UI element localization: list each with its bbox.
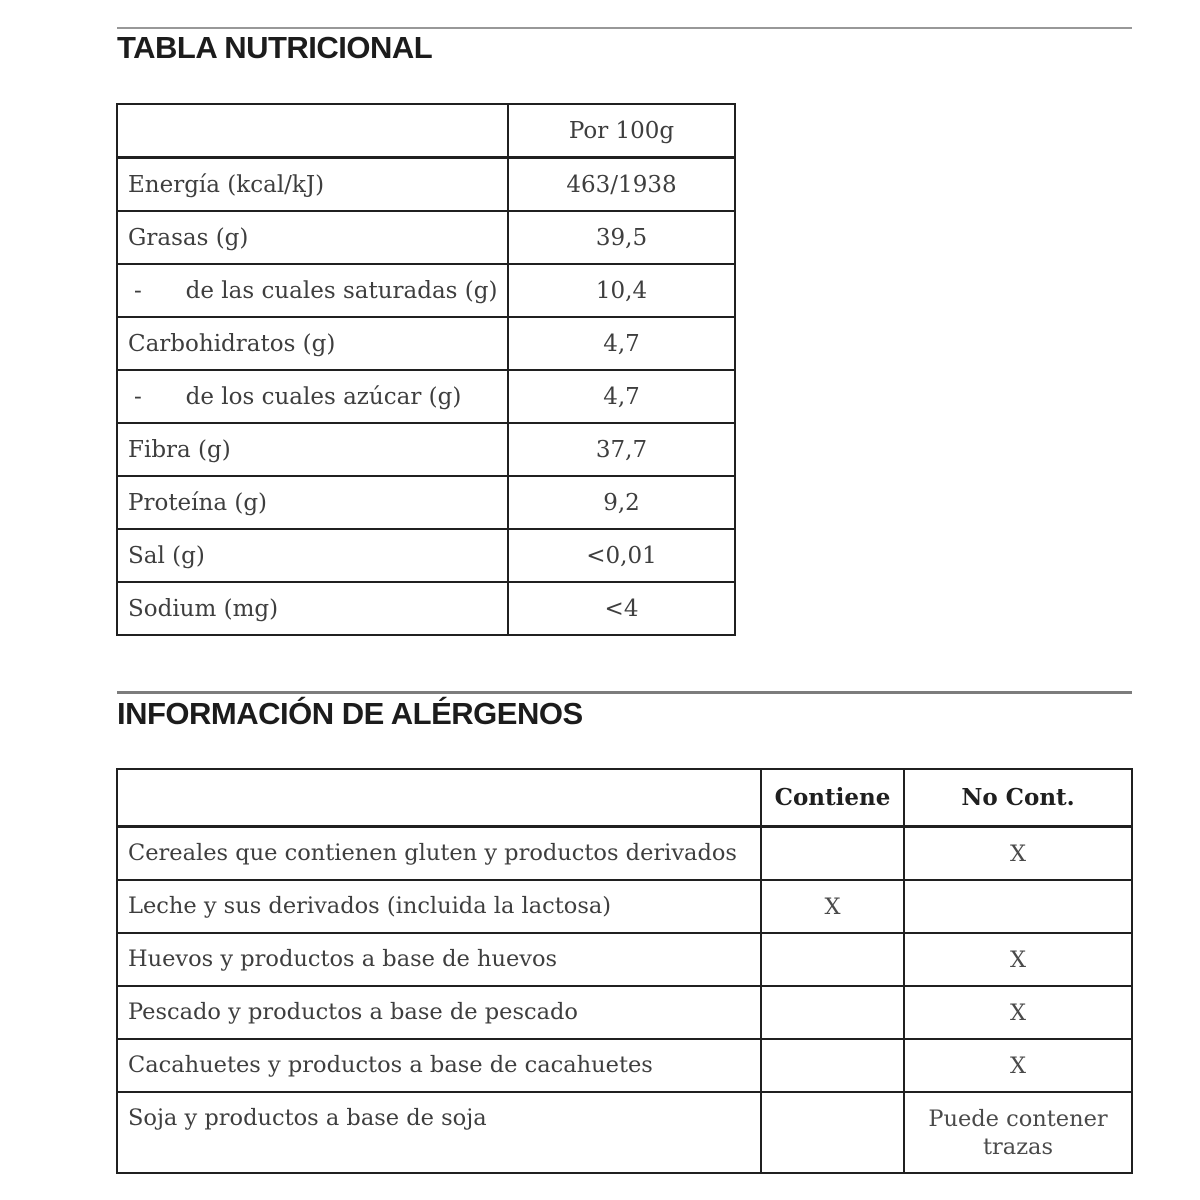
allergen-header-row [117, 769, 1132, 827]
nutrient-value: 10,4 [508, 264, 735, 317]
no-contains-mark: X [904, 986, 1132, 1039]
table-row [117, 986, 1132, 1039]
table-row [117, 827, 1132, 881]
allergen-name: Cacahuetes y productos a base de cacahuetes [117, 1039, 761, 1092]
table-row [117, 1039, 1132, 1092]
nutrient-value: 4,7 [508, 317, 735, 370]
nutrient-value: 9,2 [508, 476, 735, 529]
nutrition-header-value: Por 100g [508, 104, 735, 158]
nutrient-value: <0,01 [508, 529, 735, 582]
allergen-name: Huevos y productos a base de huevos [117, 933, 761, 986]
nutrient-value: 39,5 [508, 211, 735, 264]
no-contains-mark [904, 880, 1132, 933]
allergen-section-title: INFORMACIÓN DE ALÉRGENOS [117, 696, 583, 731]
no-contains-mark: X [904, 933, 1132, 986]
table-row [117, 529, 735, 582]
contains-mark [761, 1039, 904, 1092]
table-row [117, 1092, 1132, 1173]
nutrient-label: Proteína (g) [117, 476, 508, 529]
table-row [117, 423, 735, 476]
no-contains-mark: X [904, 1039, 1132, 1092]
table-row [117, 933, 1132, 986]
nutrient-label: Energía (kcal/kJ) [117, 158, 508, 212]
nutrition-header-row [117, 104, 735, 158]
nutrition-section-title: TABLA NUTRICIONAL [117, 30, 433, 65]
allergen-header-not-contains: No Cont. [904, 769, 1132, 827]
nutrient-label: Fibra (g) [117, 423, 508, 476]
contains-mark [761, 986, 904, 1039]
allergen-name: Pescado y productos a base de pescado [117, 986, 761, 1039]
nutrition-header-label [117, 104, 508, 158]
allergen-name: Cereales que contienen gluten y productos derivados [117, 827, 761, 881]
table-row [117, 370, 735, 423]
contains-mark [761, 827, 904, 881]
table-row [117, 211, 735, 264]
nutrient-label: Grasas (g) [117, 211, 508, 264]
allergen-table [116, 768, 1133, 1174]
allergen-name: Soja y productos a base de soja [117, 1092, 761, 1173]
contains-mark [761, 933, 904, 986]
table-row [117, 264, 735, 317]
nutrient-label: - de las cuales saturadas (g) [117, 264, 508, 317]
table-row [117, 582, 735, 635]
nutrient-value: 463/1938 [508, 158, 735, 212]
nutrient-label: Carbohidratos (g) [117, 317, 508, 370]
section-divider-bottom [117, 691, 1132, 694]
section-divider-top [117, 27, 1132, 29]
contains-mark [761, 1092, 904, 1173]
table-row [117, 317, 735, 370]
nutrition-table [116, 103, 736, 636]
table-row [117, 476, 735, 529]
nutrient-label: - de los cuales azúcar (g) [117, 370, 508, 423]
nutrient-value: <4 [508, 582, 735, 635]
nutrient-label: Sal (g) [117, 529, 508, 582]
table-row [117, 880, 1132, 933]
nutrient-value: 37,7 [508, 423, 735, 476]
nutrient-value: 4,7 [508, 370, 735, 423]
no-contains-mark: X [904, 827, 1132, 881]
allergen-name: Leche y sus derivados (incluida la lactosa) [117, 880, 761, 933]
table-row [117, 158, 735, 212]
contains-mark: X [761, 880, 904, 933]
allergen-header-name [117, 769, 761, 827]
nutrient-label: Sodium (mg) [117, 582, 508, 635]
no-contains-mark: Puede contener trazas [904, 1092, 1132, 1173]
allergen-header-contains: Contiene [761, 769, 904, 827]
